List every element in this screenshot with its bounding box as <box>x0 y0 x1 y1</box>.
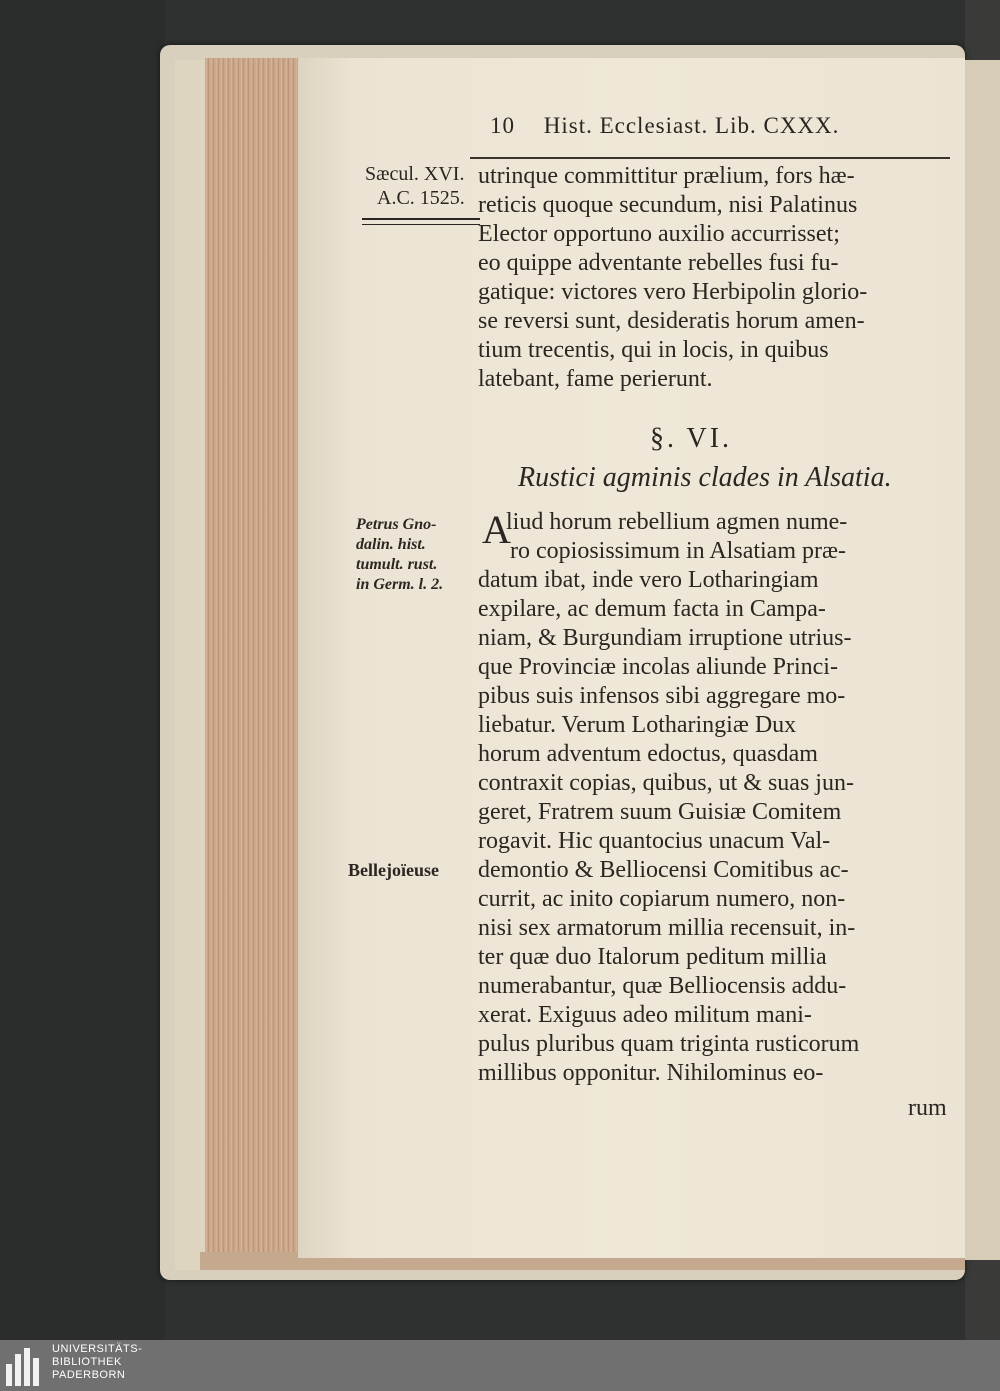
text-line: ro copiosissimum in Alsatiam præ- <box>510 538 846 564</box>
paragraph-1 <box>478 162 948 394</box>
section-number: §. VI. <box>650 423 733 454</box>
text-line: pibus suis infensos sibi aggregare mo- <box>478 683 846 709</box>
page-edges <box>205 58 302 1253</box>
text-line: reticis quoque secundum, nisi Palatinus <box>478 192 858 218</box>
text-line: datum ibat, inde vero Lotharingiam <box>478 567 819 593</box>
text-line: horum adventum edoctus, quasdam <box>478 741 818 767</box>
margin-note-source <box>356 515 443 595</box>
text-line: pulus pluribus quam triginta rusticorum <box>478 1031 860 1057</box>
margin-note-rule <box>362 218 480 225</box>
library-name-line: UNIVERSITÄTS- <box>52 1343 143 1355</box>
margin-note-date <box>365 162 465 210</box>
text-line: liebatur. Verum Lotharingiæ Dux <box>478 712 797 738</box>
text-line: gatique: victores vero Herbipolin glorio- <box>478 279 868 305</box>
margin-note-line: Sæcul. XVI. <box>365 163 465 185</box>
text-line: utrinque committitur prælium, fors hæ- <box>478 163 855 189</box>
text-line: geret, Fratrem suum Guisiæ Comitem <box>478 799 842 825</box>
catchword: rum <box>908 1095 947 1121</box>
text-line: niam, & Burgundiam irruptione utrius- <box>478 625 852 651</box>
library-footer <box>0 1340 1000 1391</box>
text-line: numerabantur, quæ Belliocensis addu- <box>478 973 847 999</box>
drop-cap: A <box>482 507 511 552</box>
margin-note-line: tumult. rust. <box>356 556 438 573</box>
text-line: millibus opponitur. Nihilominus eo- <box>478 1060 824 1086</box>
text-line: latebant, fame perierunt. <box>478 366 713 392</box>
facing-page <box>965 60 1000 1260</box>
margin-note-line: dalin. hist. <box>356 536 426 553</box>
margin-note-line: in Germ. l. 2. <box>356 576 444 593</box>
page-number: 10 <box>490 113 515 138</box>
text-line: rogavit. Hic quantocius unacum Val- <box>478 828 831 854</box>
text-line: que Provinciæ incolas aliunde Princi- <box>478 654 838 680</box>
margin-note-line: Petrus Gno- <box>356 516 437 533</box>
text-line: nisi sex armatorum millia recensuit, in- <box>478 915 856 941</box>
text-line: se reversi sunt, desideratis horum amen- <box>478 308 865 334</box>
text-line: tium trecentis, qui in locis, in quibus <box>478 337 829 363</box>
library-name-line: PADERBORN <box>52 1369 126 1381</box>
text-line: ter quæ duo Italorum peditum millia <box>478 944 827 970</box>
running-title: Hist. Ecclesiast. Lib. CXXX. <box>543 113 840 138</box>
running-header <box>490 113 940 139</box>
library-logo-icon <box>6 1348 44 1386</box>
section-title: Rustici agminis clades in Alsatia. <box>518 462 892 493</box>
text-line: liud horum rebellium agmen nume- <box>506 509 848 535</box>
margin-note-name: Bellejoïeuse <box>348 860 439 880</box>
text-line: Elector opportuno auxilio accurrisset; <box>478 221 840 247</box>
library-name-line: BIBLIOTHEK <box>52 1356 122 1368</box>
text-line: currit, ac inito copiarum numero, non- <box>478 886 846 912</box>
text-line: expilare, ac demum facta in Campa- <box>478 596 826 622</box>
text-line: xerat. Exiguus adeo militum mani- <box>478 1002 812 1028</box>
margin-note-line: A.C. 1525. <box>377 187 465 209</box>
cover-edge <box>175 60 205 1270</box>
text-line: contraxit copias, quibus, ut & suas jun- <box>478 770 854 796</box>
text-line: demontio & Belliocensi Comitibus ac- <box>478 857 849 883</box>
paragraph-2 <box>478 508 948 1088</box>
background-left <box>0 0 165 1340</box>
library-name <box>52 1343 142 1382</box>
header-rule <box>470 157 950 159</box>
text-line: eo quippe adventante rebelles fusi fu- <box>478 250 839 276</box>
